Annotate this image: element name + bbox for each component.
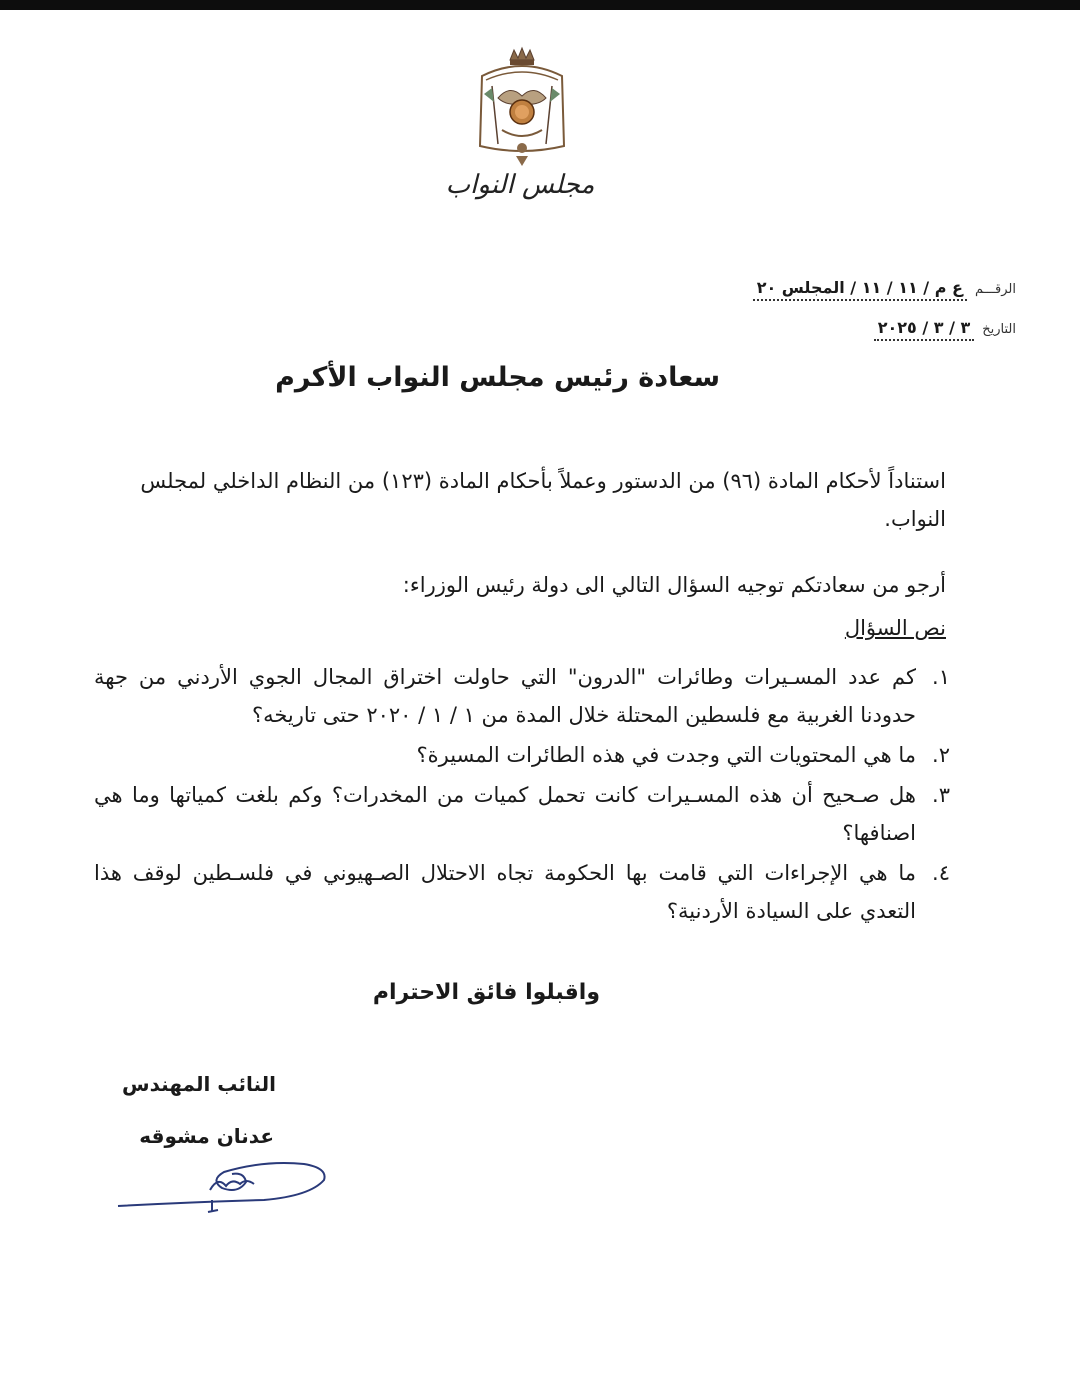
question-item: [94, 658, 950, 734]
request-paragraph: أرجو من سعادتكم توجيه السؤال التالي الى دولة رئيس الوزراء:: [402, 573, 946, 597]
reference-value: ع م / ١١ / ١١ / المجلس ٢٠: [753, 278, 967, 301]
intro-paragraph: استناداً لأحكام المادة (٩٦) من الدستور وعملاً بأحكام المادة (١٢٣) من النظام الداخلي لمجلس النواب.: [140, 469, 946, 531]
coat-of-arms-icon: [472, 46, 572, 168]
question-text: ما هي الإجراءات التي قامت بها الحكومة تجاه الاحتلال الصـهيوني في فلسـطين لوقف هذا التعدي على السيادة الأردنية؟: [94, 861, 916, 923]
question-item: [94, 854, 950, 930]
question-text: هل صـحيح أن هذه المسـيرات كانت تحمل كميات من المخدرات؟ وكم بلغت كمياتها وما هي اصنافها؟: [94, 783, 916, 845]
date-row: [874, 318, 1016, 341]
question-number: ١.: [932, 665, 950, 689]
question-number: ٤.: [932, 861, 950, 885]
signatory-title: النائب المهندس: [122, 1072, 276, 1096]
letter-page: [0, 10, 1080, 1393]
salutation: سعادة رئيس مجلس النواب الأكرم: [275, 362, 720, 393]
reference-label: الرقـــم: [974, 282, 1016, 297]
question-item: [94, 776, 950, 852]
question-number: ٢.: [932, 743, 950, 767]
question-text: ما هي المحتويات التي وجدت في هذه الطائرات المسيرة؟: [416, 743, 916, 767]
top-bar: [0, 0, 1080, 10]
question-list: [94, 658, 950, 932]
question-title: نص السؤال: [844, 616, 946, 640]
signatory-name: عدنان مشوقه: [139, 1124, 274, 1148]
date-label: التاريخ: [982, 322, 1016, 337]
question-item: [94, 736, 950, 774]
signature-icon: [114, 1150, 334, 1220]
question-text: كم عدد المسـيرات وطائرات "الدرون" التي حاولت اختراق المجال الجوي الأردني من جهة حدودنا الغربية مع فلسطين المحتلة خلال المدة من ١ / ١ / ٢٠٢٠ حتى تاريخه؟: [94, 665, 916, 727]
reference-row: [753, 278, 1016, 301]
date-value: ٣ / ٣ / ٢٠٢٥: [874, 318, 975, 341]
council-name: مجلس النواب: [445, 170, 595, 200]
question-number: ٣.: [932, 783, 950, 807]
closing-line: واقبلوا فائق الاحترام: [372, 980, 600, 1005]
